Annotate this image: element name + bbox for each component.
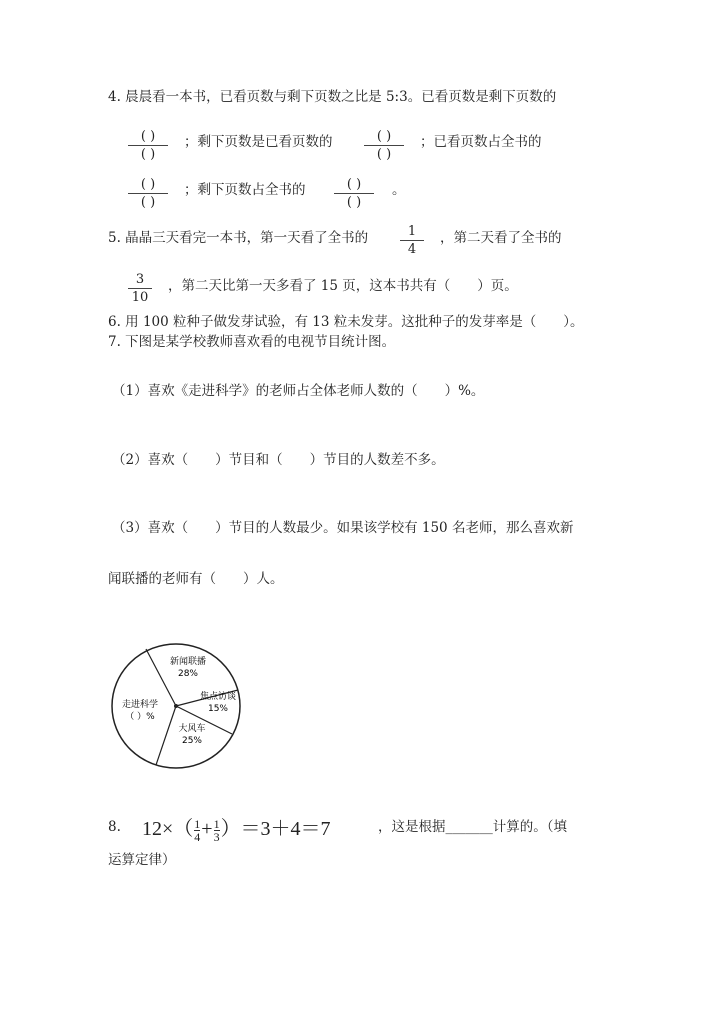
slice-label-news: 新闻联播 <box>169 657 207 667</box>
fraction-denominator: 10 <box>131 290 149 305</box>
q5-line1-b: ，第二天看了全书的 <box>440 230 562 246</box>
q5-line2: ，第二天比第一天多看了 15 页，这本书共有（ ）页。 <box>168 278 518 294</box>
fraction-numerator: 1 <box>213 816 220 831</box>
fraction-denominator-blank: ( ) <box>346 195 362 210</box>
q5-line1-a: 5. 晶晶三天看完一本书，第一天看了全书的 <box>108 230 369 246</box>
pie-center-dot <box>174 704 178 708</box>
slice-value-windmill: 25% <box>181 736 203 746</box>
q7-intro: 7. 下图是某学校教师喜欢看的电视节目统计图。 <box>108 334 396 350</box>
q8-text2: 运算定律） <box>108 852 176 868</box>
plus-sign: + <box>201 818 213 840</box>
q4-text-a: ；剩下页数是已看页数的 <box>184 134 333 150</box>
q4-text-c: ；剩下页数占全书的 <box>184 182 306 198</box>
fraction-denominator: 3 <box>213 829 220 844</box>
fraction-denominator-blank: ( ) <box>376 147 392 162</box>
slice-value-news: 28% <box>177 669 199 679</box>
q5-fraction-2 <box>128 272 152 305</box>
q7-sub1: （1）喜欢《走进科学》的老师占全体老师人数的（ ）%。 <box>112 383 485 399</box>
q4-end: 。 <box>392 182 406 198</box>
slice-label-science: 走进科学 <box>121 700 159 710</box>
q4-answer-blank-3[interactable] <box>128 177 168 210</box>
q4-answer-blank-1[interactable] <box>128 129 168 162</box>
q7-sub3-b: 闻联播的老师有（ ）人。 <box>108 571 284 587</box>
fraction-denominator: 4 <box>194 829 201 844</box>
fraction-one-quarter <box>194 818 200 843</box>
fraction-numerator-blank: ( ) <box>140 129 156 144</box>
q8-equation <box>142 812 331 843</box>
q8-number: 8. <box>108 819 121 835</box>
q7-sub2: （2）喜欢（ ）节目和（ ）节目的人数差不多。 <box>112 452 445 468</box>
fraction-numerator-blank: ( ) <box>376 129 392 144</box>
fraction-denominator-blank: ( ) <box>140 147 156 162</box>
fraction-numerator: 1 <box>194 816 201 831</box>
q7-sub3-a: （3）喜欢（ ）节目的人数最少。如果该学校有 150 名老师，那么喜欢新 <box>112 520 574 536</box>
q6-text: 6. 用 100 粒种子做发芽试验，有 13 粒未发芽。这批种子的发芽率是（ ）。 <box>108 314 584 330</box>
fraction-denominator-blank: ( ) <box>140 195 156 210</box>
q4-answer-blank-2[interactable] <box>364 129 404 162</box>
q4-line1: 4. 晨晨看一本书，已看页数与剩下页数之比是 5:3。已看页数是剩下页数的 <box>108 89 557 105</box>
q8-text: ，这是根据_______计算的。（填 <box>378 819 567 835</box>
fraction-one-third <box>214 818 220 843</box>
pie-chart <box>108 640 248 770</box>
slice-label-windmill: 大风车 <box>178 724 206 734</box>
pie-divider-line <box>156 706 176 765</box>
fraction-numerator-blank: ( ) <box>140 177 156 192</box>
slice-label-focus: 焦点访谈 <box>199 692 237 702</box>
q4-answer-blank-4[interactable] <box>334 177 374 210</box>
slice-value-science: （ ）% <box>125 712 155 722</box>
fraction-numerator: 3 <box>135 272 145 287</box>
q8-equation-part-b: ）＝3＋4＝7 <box>220 818 331 840</box>
fraction-numerator-blank: ( ) <box>346 177 362 192</box>
slice-value-focus: 15% <box>207 704 229 714</box>
q8-equation-part-a: 12×（ <box>142 818 194 840</box>
q5-fraction-1 <box>400 224 424 257</box>
q4-text-b: ；已看页数占全书的 <box>420 134 542 150</box>
fraction-numerator: 1 <box>407 224 417 239</box>
fraction-denominator: 4 <box>407 242 417 257</box>
